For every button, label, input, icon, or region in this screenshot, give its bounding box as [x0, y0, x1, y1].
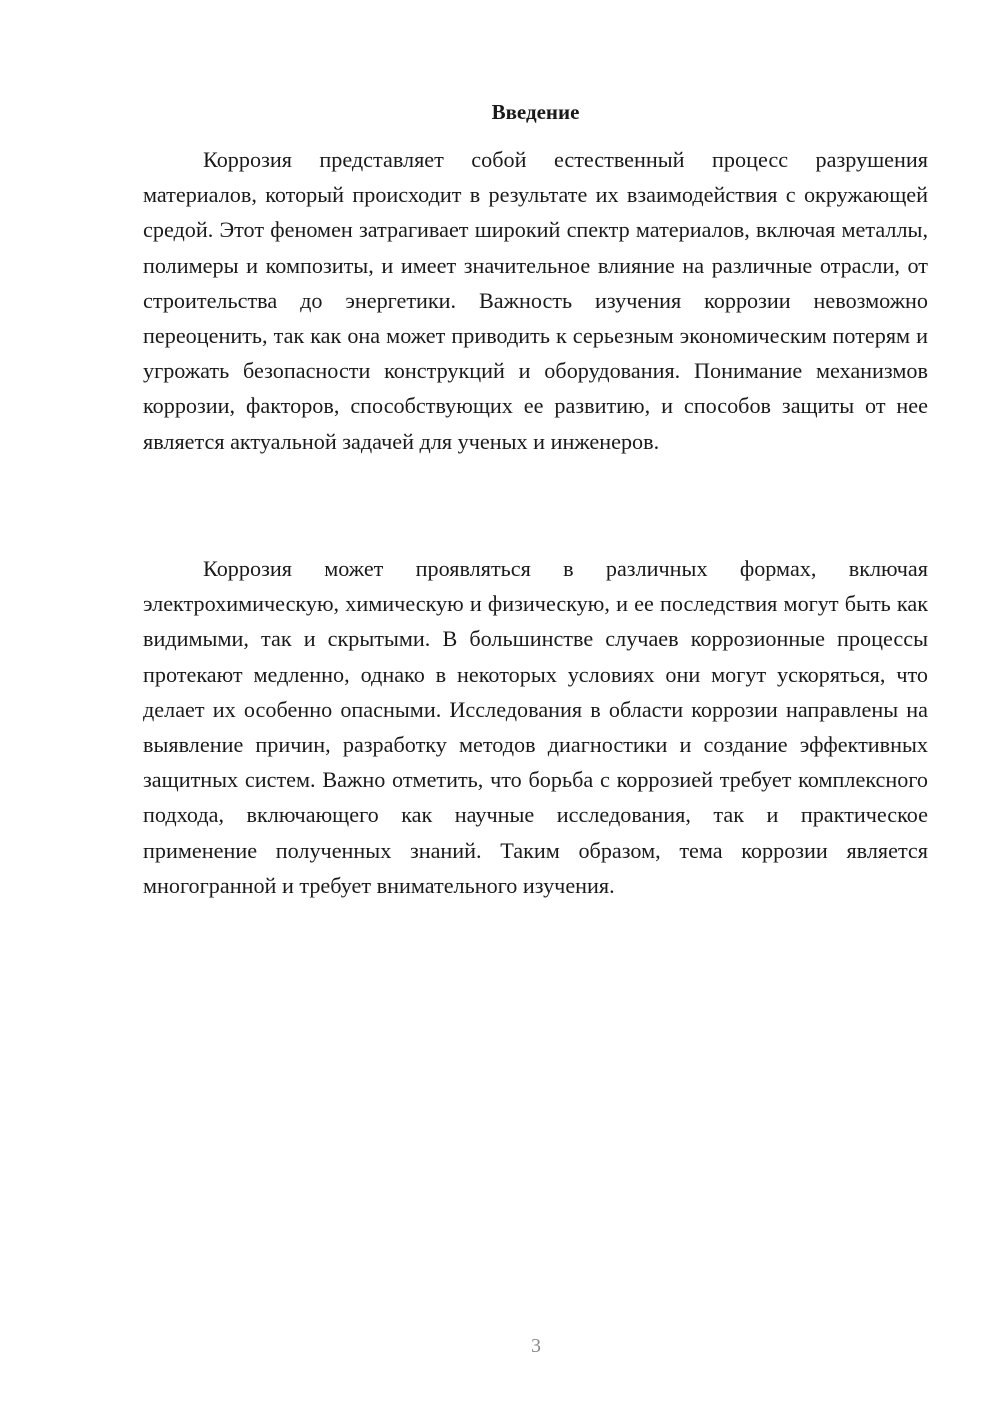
page-number: 3 [531, 1335, 541, 1357]
page-heading: Введение [491, 100, 580, 124]
paragraph-2: Коррозия может проявляться в различных формах, включая электрохимическую, химическую и физическую, и ее последствия могут быть как видимыми, так и скрытыми. В большинстве случаев коррозионные процессы протекают медленно, однако в некоторых условиях они могут ускоряться, что делает их особенно опасными. Исследования в области коррозии направлены на выявление причин, разработку методов диагностики и создание эффективных защитных систем. Важно отметить, что борьба с коррозией требует комплексного подхода, включающего как научные исследования, так и практическое применение полученных знаний. Таким образом, тема коррозии является многогранной и требует внимательного изучения. [143, 556, 928, 898]
paragraph-1: Коррозия представляет собой естественный процесс разрушения материалов, который происходит в результате их взаимодействия с окружающей средой. Этот феномен затрагивает широкий спектр материалов, включая металлы, полимеры и композиты, и имеет значительное влияние на различные отрасли, от строительства до энергетики. Важность изучения коррозии невозможно переоценить, так как она может приводить к серьезным экономическим потерям и угрожать безопасности конструкций и оборудования. Понимание механизмов коррозии, факторов, способствующих ее развитию, и способов защиты от нее является актуальной задачей для ученых и инженеров. [143, 147, 928, 454]
